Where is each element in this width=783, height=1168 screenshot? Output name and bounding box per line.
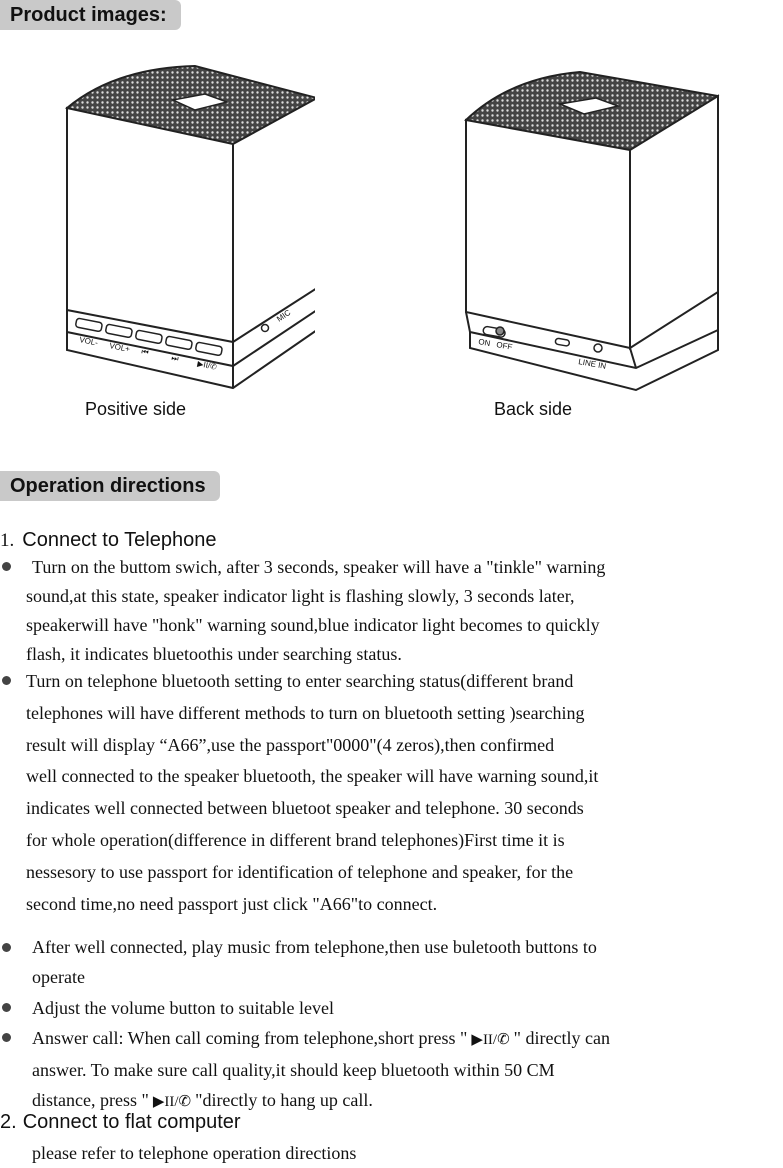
text-line: Turn on the buttom swich, after 3 seconds, speaker will have a "tinkle" warning xyxy=(32,557,606,577)
front-caption: Positive side xyxy=(85,399,187,419)
play-pause-call-icon: ▶II/✆ xyxy=(471,1032,510,1048)
step-1-title: Connect to Telephone xyxy=(22,529,217,551)
bullet-dot xyxy=(2,562,11,571)
vol-minus-label: VOL- xyxy=(78,335,99,348)
back-caption: Back side xyxy=(494,399,573,419)
bullet-dot xyxy=(2,676,11,685)
text-line: flash, it indicates bluetoothis under searching status. xyxy=(26,644,402,664)
play-call-label: ▶II/✆ xyxy=(196,359,218,372)
bullet-dot xyxy=(2,943,11,952)
switch-on-label: ON xyxy=(477,337,492,349)
text-line: operate xyxy=(32,967,85,987)
mic-label: MIC xyxy=(275,307,293,324)
answer-call-text: Answer call: When call coming from telephone,short press " xyxy=(32,1028,468,1048)
line-in-label: LINE IN xyxy=(577,357,607,371)
prev-track-label: ⏮ xyxy=(140,347,150,358)
step-2-text: please refer to telephone operation directions xyxy=(32,1143,357,1163)
speaker-front-illustration xyxy=(55,60,315,395)
text-line: Adjust the volume button to suitable level xyxy=(32,998,334,1018)
text-line: second time,no need passport just click "A66"to connect. xyxy=(26,893,438,914)
bullet-1-text xyxy=(26,553,606,669)
bullet-dot xyxy=(2,1033,11,1042)
vol-plus-label: VOL+ xyxy=(108,341,131,354)
step-2-title: Connect to flat computer xyxy=(22,1111,241,1133)
text-line: After well connected, play music from telephone,then use buletooth buttons to xyxy=(32,937,597,957)
text-line: telephones will have different methods to turn on bluetooth setting )searching xyxy=(26,702,585,723)
text-line: result will display “A66”,use the passport"0000"(4 zeros),then confirmed xyxy=(26,734,555,755)
text-line: Turn on telephone bluetooth setting to enter searching status(different brand xyxy=(26,671,574,691)
bullet-2-text xyxy=(26,666,598,920)
speaker-back-illustration xyxy=(460,68,722,398)
operation-directions-heading: Operation directions xyxy=(0,471,220,501)
hangup-text-cont: "directly to hang up call. xyxy=(195,1090,373,1110)
text-line xyxy=(32,1023,610,1055)
step-2-number: 2. xyxy=(0,1111,17,1133)
step-2-heading xyxy=(0,1111,241,1134)
bullet-dot xyxy=(2,1003,11,1012)
bullet-3-text xyxy=(32,932,597,992)
product-images-heading: Product images: xyxy=(0,0,181,30)
text-line: sound,at this state, speaker indicator light is flashing slowly, 3 seconds later, xyxy=(26,586,575,606)
switch-off-label: OFF xyxy=(495,340,513,352)
step-1-heading xyxy=(0,529,216,552)
step-1-number: 1. xyxy=(0,530,15,551)
text-line: speakerwill have "honk" warning sound,blue indicator light becomes to quickly xyxy=(26,615,600,635)
text-line: nessesory to use passport for identification of telephone and speaker, for the xyxy=(26,861,574,882)
bullet-5-text xyxy=(32,1023,610,1117)
play-pause-call-icon: ▶II/✆ xyxy=(152,1094,192,1110)
text-line: well connected to the speaker bluetooth, the speaker will have warning sound,it xyxy=(26,766,599,787)
next-track-label: ⏭ xyxy=(170,353,180,364)
bullet-4-text xyxy=(32,993,334,1023)
text-line: for whole operation(difference in different brand telephones)First time it is xyxy=(26,829,565,850)
text-line: answer. To make sure call quality,it should keep bluetooth within 50 CM xyxy=(32,1060,555,1080)
text-line: indicates well connected between bluetoot speaker and telephone. 30 seconds xyxy=(26,798,584,819)
hangup-text: distance, press " xyxy=(32,1090,149,1110)
answer-call-text-cont: " directly can xyxy=(513,1028,610,1048)
